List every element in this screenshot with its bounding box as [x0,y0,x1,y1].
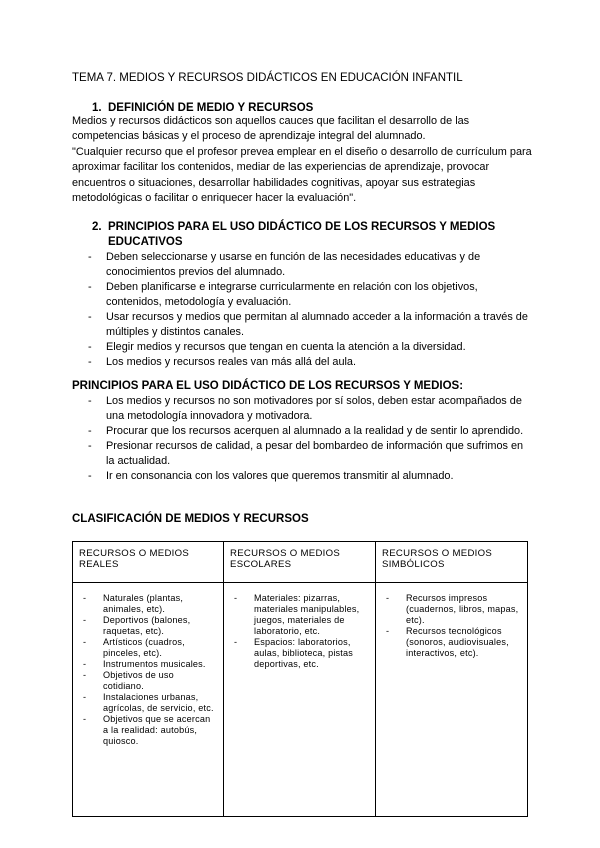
cell-simbolicos [376,583,528,817]
list-item: - Usar recursos y medios que permitan al alumnado acceder a la información a través de múltiples y distintos canales. [88,310,528,340]
table-row [73,583,528,817]
section3-list [88,394,528,484]
list-item: - Deben seleccionarse y usarse en función de las necesidades educativas y de conocimientos previos del alumnado. [88,250,528,280]
table-header-row [73,542,528,583]
list-item: - Artísticos (cuadros, pinceles, etc). [79,637,217,659]
list-item: - Naturales (plantas, animales, etc). [79,593,217,615]
list-item: - Recursos impresos (cuadernos, libros, mapas, etc). [382,593,521,626]
list-item: - Instalaciones urbanas, agrícolas, de servicio, etc. [79,692,217,714]
list-item: - Deben planificarse e integrarse curricularmente en relación con los objetivos, contenidos, metodología y evaluación. [88,280,528,310]
reales-list [73,583,223,747]
section1-heading-text: DEFINICIÓN DE MEDIO Y RECURSOS [108,102,314,114]
list-item: - Recursos tecnológicos (sonoros, audiovisuales, interactivos, etc). [382,626,521,659]
list-item: - Espacios: laboratorios, aulas, biblioteca, pistas deportivas, etc. [230,637,369,670]
section1-paragraph1: Medios y recursos didácticos son aquellos cauces que facilitan el desarrollo de las competencias básicas y el proceso de aprendizaje integral del alumnado. [72,115,470,143]
escolares-list [224,583,375,670]
document-title: TEMA 7. MEDIOS Y RECURSOS DIDÁCTICOS EN EDUCACIÓN INFANTIL [72,72,463,84]
list-item: - Los medios y recursos reales van más allá del aula. [88,355,528,370]
list-item: - Presionar recursos de calidad, a pesar del bombardeo de información que sufrimos en la actualidad. [88,439,528,469]
section2-number: 2. [92,221,102,233]
classification-table [72,541,528,817]
list-item: - Deportivos (balones, raquetas, etc). [79,615,217,637]
simbolicos-list [376,583,527,659]
section2-list [88,250,528,370]
column-header-simbolicos: RECURSOS O MEDIOS SIMBÓLICOS [376,542,528,583]
list-item: - Ir en consonancia con los valores que queremos transmitir al alumnado. [88,469,528,484]
section2-heading [92,220,512,250]
list-item: - Elegir medios y recursos que tengan en cuenta la atención a la diversidad. [88,340,528,355]
section1-paragraph2: "Cualquier recurso que el profesor prevea emplear en el diseño o desarrollo de currículum para aproximar facilitar los contenidos, mediar de las experiencias de aprendizaje, provocar encuentros o situaciones, desarrollar habilidades cognitivas, apoyar sus estrategias metodológicas o facilitar o enriquecer hacer la evaluación". [72,146,532,204]
section2-heading-text: PRINCIPIOS PARA EL USO DIDÁCTICO DE LOS RECURSOS Y MEDIOS EDUCATIVOS [108,221,496,248]
list-item: - Instrumentos musicales. [79,659,217,670]
list-item: - Objetivos que se acercan a la realidad: autobús, quiosco. [79,714,217,747]
column-header-escolares: RECURSOS O MEDIOS ESCOLARES [224,542,376,583]
list-item: - Los medios y recursos no son motivadores por sí solos, deben estar acompañados de una metodología innovadora y motivadora. [88,394,528,424]
column-header-reales: RECURSOS O MEDIOS REALES [73,542,224,583]
section3-heading: PRINCIPIOS PARA EL USO DIDÁCTICO DE LOS RECURSOS Y MEDIOS: [72,380,464,392]
section4-heading: CLASIFICACIÓN DE MEDIOS Y RECURSOS [72,513,309,525]
cell-escolares [224,583,376,817]
list-item: - Materiales: pizarras, materiales manipulables, juegos, materiales de laboratorio, etc. [230,593,369,637]
list-item: - Objetivos de uso cotidiano. [79,670,217,692]
list-item: - Procurar que los recursos acerquen al alumnado a la realidad y de sentir lo aprendido. [88,424,528,439]
cell-reales [73,583,224,817]
section1-number: 1. [92,102,102,114]
